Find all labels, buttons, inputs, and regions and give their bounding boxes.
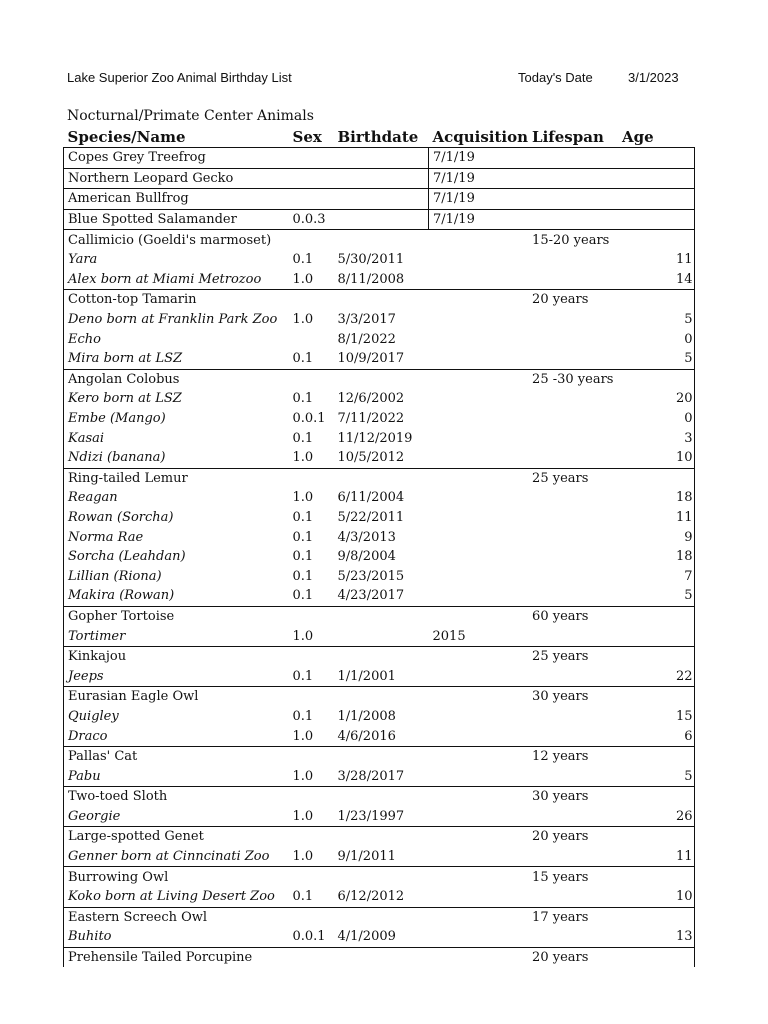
cell-sex <box>289 907 334 927</box>
cell-acquisition <box>429 409 529 429</box>
cell-name: Echo <box>64 329 289 349</box>
cell-age <box>618 787 694 807</box>
cell-birthdate <box>334 646 429 666</box>
cell-age: 20 <box>618 389 694 409</box>
cell-acquisition <box>429 707 529 727</box>
cell-birthdate: 4/3/2013 <box>337 529 396 545</box>
animal-row <box>64 927 695 947</box>
cell-age: 15 <box>618 707 694 727</box>
cell-acquisition <box>429 847 529 867</box>
cell-lifespan <box>528 209 618 230</box>
animal-row <box>64 626 695 646</box>
cell-birthdate: 12/6/2002 <box>337 391 405 407</box>
cell-sex <box>289 827 334 847</box>
cell-lifespan <box>528 586 618 606</box>
animal-row <box>64 887 695 907</box>
cell-sex: 1.0 <box>292 271 314 287</box>
cell-sex <box>289 867 334 887</box>
col-birthdate: Birthdate <box>337 128 419 146</box>
animal-row <box>64 448 695 468</box>
cell-name: Norma Rae <box>64 527 289 547</box>
cell-lifespan <box>528 389 618 409</box>
cell-sex <box>289 168 334 189</box>
animal-row <box>64 250 695 270</box>
cell-birthdate <box>334 290 429 310</box>
cell-sex: 1.0 <box>292 450 314 466</box>
cell-acquisition <box>429 369 529 389</box>
animal-row <box>64 488 695 508</box>
cell-lifespan <box>528 310 618 330</box>
cell-name: Jeeps <box>64 666 289 686</box>
cell-name: Kero born at LSZ <box>64 389 289 409</box>
cell-acquisition <box>429 766 529 786</box>
cell-lifespan: 25 years <box>528 646 618 666</box>
cell-age <box>618 606 694 626</box>
cell-birthdate <box>334 148 429 169</box>
cell-acquisition <box>429 887 529 907</box>
cell-sex: 0.0.3 <box>289 209 334 230</box>
cell-name: Pallas' Cat <box>64 746 289 766</box>
cell-name: Kasai <box>64 428 289 448</box>
cell-sex: 0.0.1 <box>292 411 326 427</box>
todays-date-value: 3/1/2023 <box>628 70 679 85</box>
cell-age <box>618 746 694 766</box>
animal-row <box>64 666 695 686</box>
cell-acquisition <box>429 746 529 766</box>
cell-name: Tortimer <box>64 626 289 646</box>
cell-birthdate <box>334 907 429 927</box>
cell-birthdate: 10/5/2012 <box>337 450 405 466</box>
cell-lifespan: 20 years <box>528 947 618 967</box>
cell-lifespan: 60 years <box>528 606 618 626</box>
table-row <box>64 209 695 230</box>
cell-name: Koko born at Living Desert Zoo <box>64 887 289 907</box>
cell-age <box>618 148 694 169</box>
cell-age: 13 <box>618 927 694 947</box>
cell-birthdate: 4/1/2009 <box>337 929 396 945</box>
cell-birthdate <box>334 626 429 646</box>
cell-acquisition <box>429 907 529 927</box>
cell-sex <box>289 606 334 626</box>
animal-row <box>64 807 695 827</box>
cell-birthdate: 10/9/2017 <box>337 351 405 367</box>
cell-sex <box>289 148 334 169</box>
cell-lifespan: 15-20 years <box>528 230 618 250</box>
cell-sex <box>289 746 334 766</box>
species-row <box>64 907 695 927</box>
cell-acquisition <box>429 606 529 626</box>
cell-age: 5 <box>618 766 694 786</box>
cell-age: 22 <box>618 666 694 686</box>
cell-birthdate: 11/12/2019 <box>337 430 413 446</box>
cell-birthdate: 5/23/2015 <box>337 568 405 584</box>
cell-sex <box>289 290 334 310</box>
header-row <box>64 127 695 148</box>
col-acquisition: Acquisition <box>432 128 529 146</box>
cell-acquisition <box>429 646 529 666</box>
cell-age: 5 <box>618 586 694 606</box>
animal-row <box>64 586 695 606</box>
cell-name: Lillian (Riona) <box>64 566 289 586</box>
cell-acquisition <box>429 947 529 967</box>
cell-age <box>618 189 694 210</box>
cell-lifespan <box>528 409 618 429</box>
cell-lifespan: 20 years <box>528 290 618 310</box>
cell-lifespan: 25 years <box>528 468 618 488</box>
cell-age: 11 <box>618 250 694 270</box>
cell-age <box>618 230 694 250</box>
cell-birthdate: 8/11/2008 <box>337 271 405 287</box>
cell-lifespan <box>528 766 618 786</box>
cell-acquisition <box>429 488 529 508</box>
cell-age: 0 <box>618 329 694 349</box>
cell-birthdate: 1/1/2008 <box>337 708 396 724</box>
species-row <box>64 230 695 250</box>
cell-age <box>618 646 694 666</box>
cell-lifespan: 25 -30 years <box>528 369 618 389</box>
cell-name: Buhito <box>64 927 289 947</box>
cell-sex: 1.0 <box>292 808 314 824</box>
animal-row <box>64 329 695 349</box>
table-row <box>64 168 695 189</box>
cell-birthdate: 1/23/1997 <box>337 808 405 824</box>
cell-lifespan: 30 years <box>528 687 618 707</box>
col-lifespan: Lifespan <box>532 128 604 146</box>
cell-birthdate: 5/22/2011 <box>337 509 405 525</box>
cell-sex: 0.1 <box>292 351 314 367</box>
cell-sex: 1.0 <box>292 849 314 865</box>
cell-age: 26 <box>618 807 694 827</box>
cell-acquisition <box>429 687 529 707</box>
cell-lifespan: 12 years <box>528 746 618 766</box>
cell-acquisition <box>429 468 529 488</box>
cell-sex <box>289 646 334 666</box>
cell-lifespan <box>528 566 618 586</box>
table-row <box>64 189 695 210</box>
cell-sex: 0.1 <box>292 549 314 565</box>
cell-name: Deno born at Franklin Park Zoo <box>64 310 289 330</box>
cell-acquisition <box>429 787 529 807</box>
cell-name: Georgie <box>64 807 289 827</box>
cell-sex: 1.0 <box>292 768 314 784</box>
cell-sex: 0.1 <box>292 708 314 724</box>
cell-sex: 1.0 <box>292 628 314 644</box>
cell-birthdate <box>334 867 429 887</box>
cell-age: 3 <box>618 428 694 448</box>
cell-name: Callimicio (Goeldi's marmoset) <box>64 230 289 250</box>
cell-name: Prehensile Tailed Porcupine <box>64 947 289 967</box>
cell-name: Sorcha (Leahdan) <box>64 547 289 567</box>
cell-lifespan <box>528 168 618 189</box>
cell-sex: 1.0 <box>292 728 314 744</box>
cell-sex <box>289 369 334 389</box>
cell-birthdate: 8/1/2022 <box>337 331 396 347</box>
cell-name: Ring-tailed Lemur <box>64 468 289 488</box>
cell-name: Embe (Mango) <box>64 409 289 429</box>
cell-birthdate <box>334 827 429 847</box>
cell-name: Genner born at Cinncinati Zoo <box>64 847 289 867</box>
cell-birthdate <box>334 687 429 707</box>
cell-age <box>618 947 694 967</box>
animal-row <box>64 726 695 746</box>
cell-name: American Bullfrog <box>64 189 289 210</box>
cell-birthdate: 7/11/2022 <box>337 411 405 427</box>
cell-birthdate: 6/12/2012 <box>337 889 405 905</box>
cell-birthdate <box>334 230 429 250</box>
animal-row <box>64 847 695 867</box>
cell-birthdate: 4/6/2016 <box>337 728 396 744</box>
section-title: Nocturnal/Primate Center Animals <box>67 108 314 124</box>
cell-acquisition <box>429 527 529 547</box>
cell-age <box>618 867 694 887</box>
cell-age: 6 <box>618 726 694 746</box>
cell-lifespan <box>528 807 618 827</box>
cell-age <box>618 468 694 488</box>
cell-acquisition <box>429 270 529 290</box>
cell-acquisition <box>429 807 529 827</box>
cell-birthdate: 9/8/2004 <box>337 549 396 565</box>
cell-age: 7 <box>618 566 694 586</box>
animal-row <box>64 389 695 409</box>
cell-name: Eastern Screech Owl <box>64 907 289 927</box>
cell-sex: 1.0 <box>292 312 314 328</box>
cell-age: 10 <box>618 887 694 907</box>
cell-name: Alex born at Miami Metrozoo <box>64 270 289 290</box>
cell-acquisition <box>429 349 529 369</box>
cell-lifespan <box>528 349 618 369</box>
cell-acquisition <box>429 927 529 947</box>
cell-birthdate <box>334 787 429 807</box>
cell-sex <box>289 947 334 967</box>
cell-sex <box>289 787 334 807</box>
cell-sex: 0.1 <box>292 529 314 545</box>
cell-birthdate <box>334 606 429 626</box>
cell-acquisition: 7/1/19 <box>429 148 529 169</box>
animal-row <box>64 349 695 369</box>
species-row <box>64 646 695 666</box>
cell-lifespan <box>528 488 618 508</box>
cell-sex: 0.1 <box>292 568 314 584</box>
cell-name: Reagan <box>64 488 289 508</box>
cell-sex: 0.0.1 <box>292 929 326 945</box>
cell-age <box>618 687 694 707</box>
cell-age: 11 <box>618 847 694 867</box>
cell-lifespan <box>528 329 618 349</box>
animal-row <box>64 707 695 727</box>
animal-row <box>64 310 695 330</box>
species-row <box>64 687 695 707</box>
cell-lifespan <box>528 527 618 547</box>
cell-lifespan <box>528 448 618 468</box>
cell-lifespan <box>528 508 618 528</box>
cell-birthdate <box>334 746 429 766</box>
cell-age <box>618 827 694 847</box>
cell-acquisition <box>429 310 529 330</box>
cell-name: Ndizi (banana) <box>64 448 289 468</box>
species-row <box>64 468 695 488</box>
cell-birthdate <box>334 209 429 230</box>
cell-acquisition <box>429 508 529 528</box>
cell-birthdate: 3/3/2017 <box>337 312 396 328</box>
cell-age: 18 <box>618 547 694 567</box>
cell-name: Quigley <box>64 707 289 727</box>
cell-age <box>618 369 694 389</box>
animal-row <box>64 270 695 290</box>
species-row <box>64 947 695 967</box>
cell-acquisition: 2015 <box>432 628 466 644</box>
cell-sex: 1.0 <box>292 490 314 506</box>
cell-name: Eurasian Eagle Owl <box>64 687 289 707</box>
cell-age: 0 <box>618 409 694 429</box>
cell-age <box>618 907 694 927</box>
cell-lifespan: 17 years <box>528 907 618 927</box>
cell-sex <box>289 468 334 488</box>
animal-row <box>64 428 695 448</box>
animal-row <box>64 409 695 429</box>
cell-birthdate: 6/11/2004 <box>337 490 405 506</box>
cell-name: Blue Spotted Salamander <box>64 209 289 230</box>
cell-age: 10 <box>618 448 694 468</box>
cell-birthdate <box>334 189 429 210</box>
cell-acquisition: 7/1/19 <box>429 168 529 189</box>
cell-acquisition <box>429 290 529 310</box>
cell-name: Mira born at LSZ <box>64 349 289 369</box>
cell-lifespan <box>528 148 618 169</box>
cell-acquisition <box>429 867 529 887</box>
cell-acquisition: 7/1/19 <box>429 189 529 210</box>
cell-lifespan: 20 years <box>528 827 618 847</box>
cell-sex: 0.1 <box>292 668 314 684</box>
cell-acquisition <box>429 827 529 847</box>
cell-birthdate: 3/28/2017 <box>337 768 405 784</box>
animal-row <box>64 527 695 547</box>
cell-age: 5 <box>618 349 694 369</box>
cell-acquisition <box>429 547 529 567</box>
cell-lifespan: 30 years <box>528 787 618 807</box>
species-row <box>64 606 695 626</box>
cell-name: Burrowing Owl <box>64 867 289 887</box>
cell-age: 11 <box>618 508 694 528</box>
todays-date-label: Today's Date <box>518 70 593 85</box>
cell-age <box>618 626 694 646</box>
species-row <box>64 290 695 310</box>
cell-lifespan <box>528 626 618 646</box>
cell-lifespan <box>528 270 618 290</box>
cell-acquisition <box>429 389 529 409</box>
cell-sex: 0.1 <box>292 889 314 905</box>
cell-age <box>618 168 694 189</box>
cell-name: Kinkajou <box>64 646 289 666</box>
cell-age <box>618 290 694 310</box>
species-row <box>64 867 695 887</box>
animal-row <box>64 547 695 567</box>
cell-birthdate <box>334 369 429 389</box>
cell-sex <box>289 329 334 349</box>
cell-age: 9 <box>618 527 694 547</box>
cell-sex: 0.1 <box>292 509 314 525</box>
cell-acquisition <box>429 448 529 468</box>
animal-row <box>64 566 695 586</box>
cell-acquisition: 7/1/19 <box>429 209 529 230</box>
cell-birthdate: 4/23/2017 <box>337 588 405 604</box>
cell-lifespan <box>528 927 618 947</box>
cell-sex: 0.1 <box>292 430 314 446</box>
cell-name: Yara <box>64 250 289 270</box>
cell-name: Gopher Tortoise <box>64 606 289 626</box>
species-row <box>64 369 695 389</box>
cell-sex <box>289 189 334 210</box>
cell-lifespan <box>528 726 618 746</box>
cell-lifespan <box>528 250 618 270</box>
cell-acquisition <box>429 666 529 686</box>
col-age: Age <box>618 127 694 148</box>
cell-name: Two-toed Sloth <box>64 787 289 807</box>
cell-birthdate: 1/1/2001 <box>337 668 396 684</box>
cell-lifespan <box>528 189 618 210</box>
cell-acquisition <box>429 250 529 270</box>
cell-acquisition <box>429 329 529 349</box>
cell-name: Large-spotted Genet <box>64 827 289 847</box>
cell-acquisition <box>429 586 529 606</box>
cell-sex: 0.1 <box>292 391 314 407</box>
cell-sex <box>289 230 334 250</box>
cell-lifespan <box>528 428 618 448</box>
cell-acquisition <box>429 230 529 250</box>
cell-name: Copes Grey Treefrog <box>64 148 289 169</box>
cell-sex <box>289 687 334 707</box>
cell-birthdate: 5/30/2011 <box>337 252 405 268</box>
cell-lifespan <box>528 847 618 867</box>
cell-birthdate: 9/1/2011 <box>337 849 396 865</box>
cell-birthdate <box>334 168 429 189</box>
cell-age <box>618 209 694 230</box>
cell-lifespan <box>528 666 618 686</box>
cell-name: Makira (Rowan) <box>64 586 289 606</box>
cell-name: Cotton-top Tamarin <box>64 290 289 310</box>
cell-name: Angolan Colobus <box>64 369 289 389</box>
cell-name: Rowan (Sorcha) <box>64 508 289 528</box>
cell-lifespan <box>528 547 618 567</box>
cell-birthdate <box>334 947 429 967</box>
cell-acquisition <box>429 726 529 746</box>
cell-acquisition <box>429 428 529 448</box>
table-row <box>64 148 695 169</box>
col-species-name: Species/Name <box>67 128 186 146</box>
cell-name: Draco <box>64 726 289 746</box>
cell-age: 5 <box>618 310 694 330</box>
cell-sex: 0.1 <box>292 588 314 604</box>
col-sex: Sex <box>292 128 322 146</box>
cell-lifespan <box>528 707 618 727</box>
cell-name: Northern Leopard Gecko <box>64 168 289 189</box>
cell-name: Pabu <box>64 766 289 786</box>
cell-sex: 0.1 <box>292 252 314 268</box>
document-title: Lake Superior Zoo Animal Birthday List <box>67 70 292 85</box>
animal-row <box>64 766 695 786</box>
species-row <box>64 746 695 766</box>
cell-age: 18 <box>618 488 694 508</box>
cell-lifespan <box>528 887 618 907</box>
cell-acquisition <box>429 566 529 586</box>
animal-row <box>64 508 695 528</box>
cell-birthdate <box>334 468 429 488</box>
species-row <box>64 827 695 847</box>
birthday-table <box>63 127 695 967</box>
cell-age: 14 <box>618 270 694 290</box>
species-row <box>64 787 695 807</box>
cell-lifespan: 15 years <box>528 867 618 887</box>
